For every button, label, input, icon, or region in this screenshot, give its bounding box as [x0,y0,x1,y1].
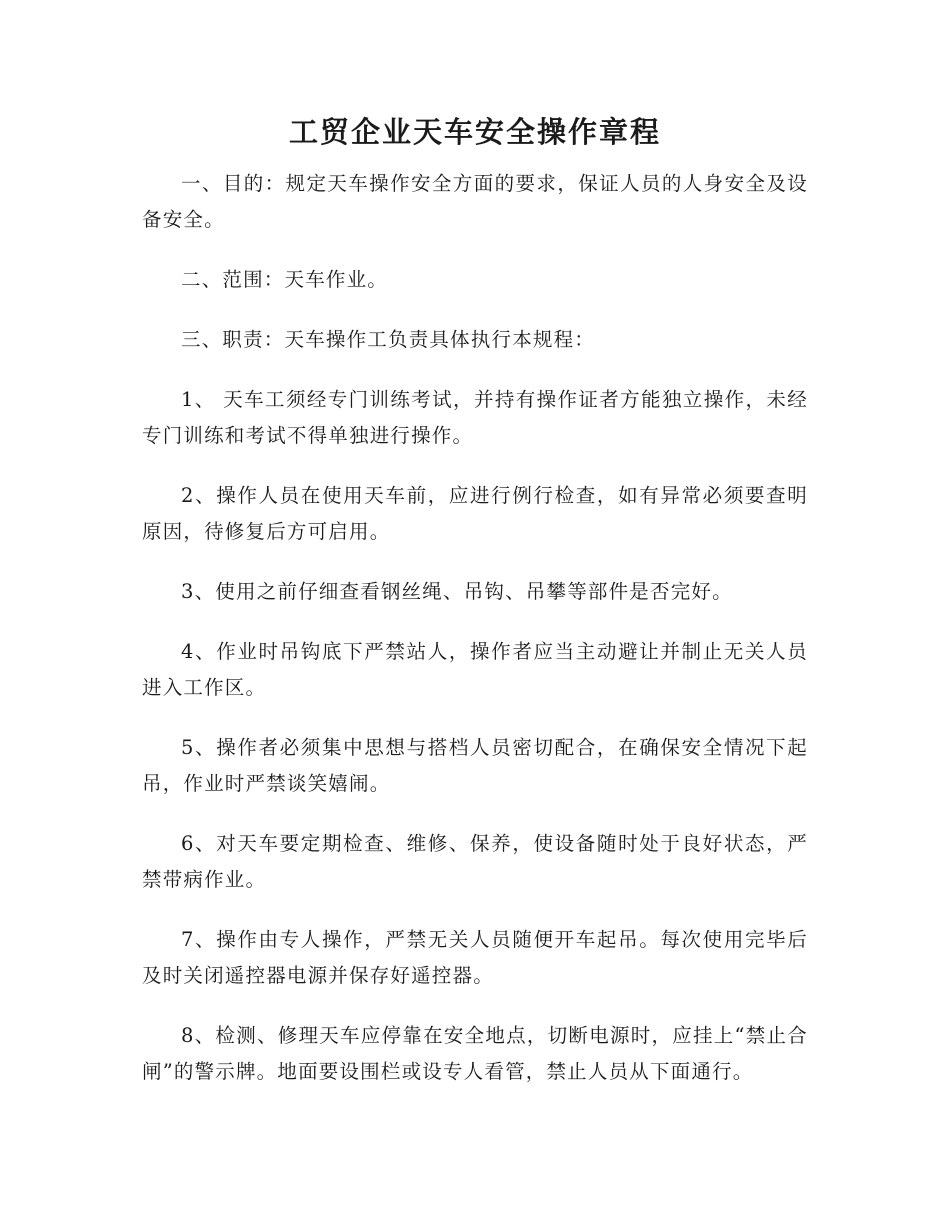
paragraph-rule-8: 8、检测、修理天车应停靠在安全地点，切断电源时，应挂上“禁止合闸”的警示牌。地面要设围栏或设专人看管，禁止人员从下面通行。 [142,1024,808,1083]
document-title: 工贸企业天车安全操作章程 [288,115,661,149]
paragraph-rule-5: 5、操作者必须集中思想与搭档人员密切配合，在确保安全情况下起吊，作业时严禁谈笑嬉闹。 [142,736,808,795]
paragraph-rule-1: 1、 天车工须经专门训练考试，并持有操作证者方能独立操作，未经专门训练和考试不得单独进行操作。 [142,388,808,447]
document-body [142,166,808,1114]
paragraph-rule-7: 7、操作由专人操作，严禁无关人员随便开车起吊。每次使用完毕后及时关闭遥控器电源并保存好遥控器。 [142,928,808,987]
paragraph-purpose: 一、目的：规定天车操作安全方面的要求，保证人员的人身安全及设备安全。 [142,172,808,231]
paragraph-rule-6: 6、对天车要定期检查、维修、保养，使设备随时处于良好状态，严禁带病作业。 [142,832,808,891]
paragraph-rule-3: 3、使用之前仔细查看钢丝绳、吊钩、吊攀等部件是否完好。 [181,580,733,603]
paragraph-scope: 二、范围：天车作业。 [181,268,389,291]
paragraph-responsibility: 三、职责：天车操作工负责具体执行本规程： [181,328,596,351]
paragraph-rule-4: 4、作业时吊钩底下严禁站人，操作者应当主动避让并制止无关人员进入工作区。 [142,640,808,699]
paragraph-rule-2: 2、操作人员在使用天车前，应进行例行检查，如有异常必须要查明原因，待修复后方可启用。 [142,484,808,543]
